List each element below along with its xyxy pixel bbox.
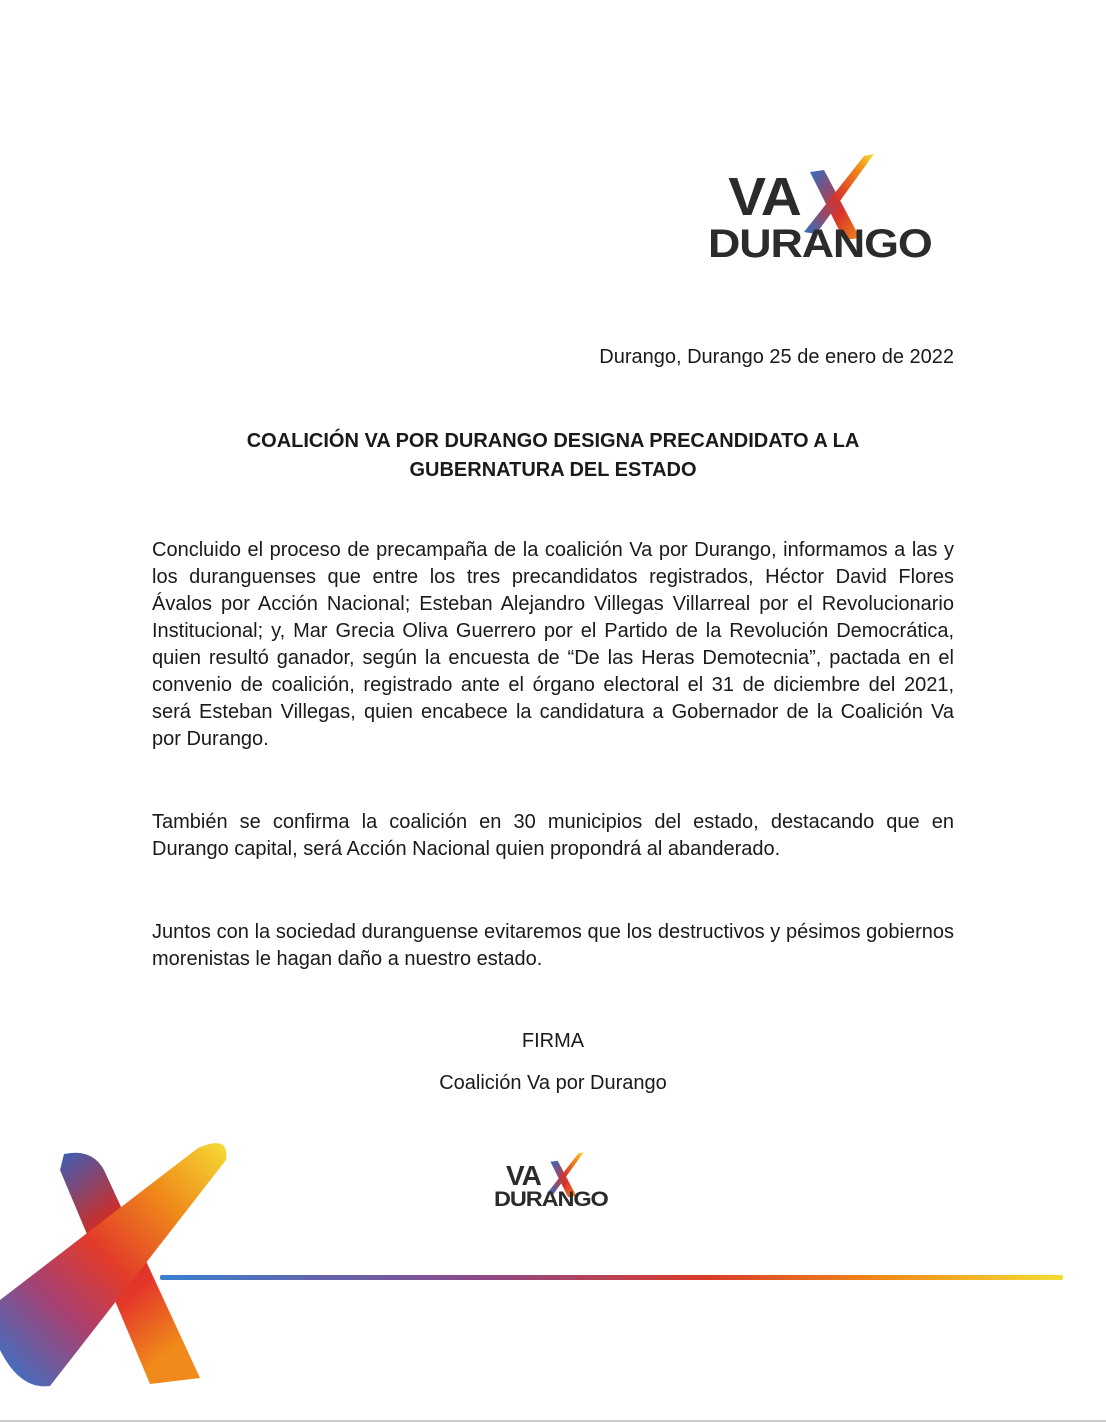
footer-gradient-line bbox=[160, 1275, 1063, 1280]
page-bottom-rule bbox=[0, 1420, 1106, 1422]
paragraph-2: También se confirma la coalición en 30 municipios del estado, destacando que en Durango capital, será Acción Nacional quien propondrá al abanderado. bbox=[152, 811, 954, 860]
document-date: Durango, Durango 25 de enero de 2022 bbox=[599, 346, 954, 368]
title-line-2: GUBERNATURA DEL ESTADO bbox=[409, 459, 697, 481]
paragraph-1: Concluido el proceso de precampaña de la coalición Va por Durango, informamos a las y los duranguenses que entre los tres precandidatos registrados, Héctor David Flores Ávalos por Acción Nacional; Esteban Alejandro Villegas Villarreal por el Revolucionario Institucional; y, Mar Grecia Oliva Guerrero por el Partido de la Revolución Democrática, quien resultó ganador, según la encuesta de “De las Heras Demotecnia”, pactada en el convenio de coalición, registrado ante el órgano electoral el 31 de diciembre del 2021, será Esteban Villegas, quien encabece la candidatura a Gobernador de la Coalición Va por Durango. bbox=[152, 539, 954, 750]
va-durango-logo bbox=[700, 150, 940, 265]
logo-va-text: VA bbox=[728, 167, 801, 227]
va-durango-logo-small bbox=[490, 1150, 620, 1215]
signature-label: FIRMA bbox=[521, 1030, 585, 1052]
document-title bbox=[152, 427, 954, 485]
logo-small-va-text: VA bbox=[506, 1160, 541, 1191]
signature-organization: Coalición Va por Durango bbox=[439, 1072, 667, 1094]
decorative-x-icon bbox=[0, 1140, 240, 1390]
title-line-1: COALICIÓN VA POR DURANGO DESIGNA PRECANDIDATO A LA bbox=[246, 430, 860, 452]
paragraph-3: Juntos con la sociedad duranguense evitaremos que los destructivos y pésimos gobiernos morenistas le hagan daño a nuestro estado. bbox=[152, 921, 954, 970]
logo-durango-text: DURANGO bbox=[708, 222, 932, 266]
logo-small-durango-text: DURANGO bbox=[494, 1188, 608, 1211]
